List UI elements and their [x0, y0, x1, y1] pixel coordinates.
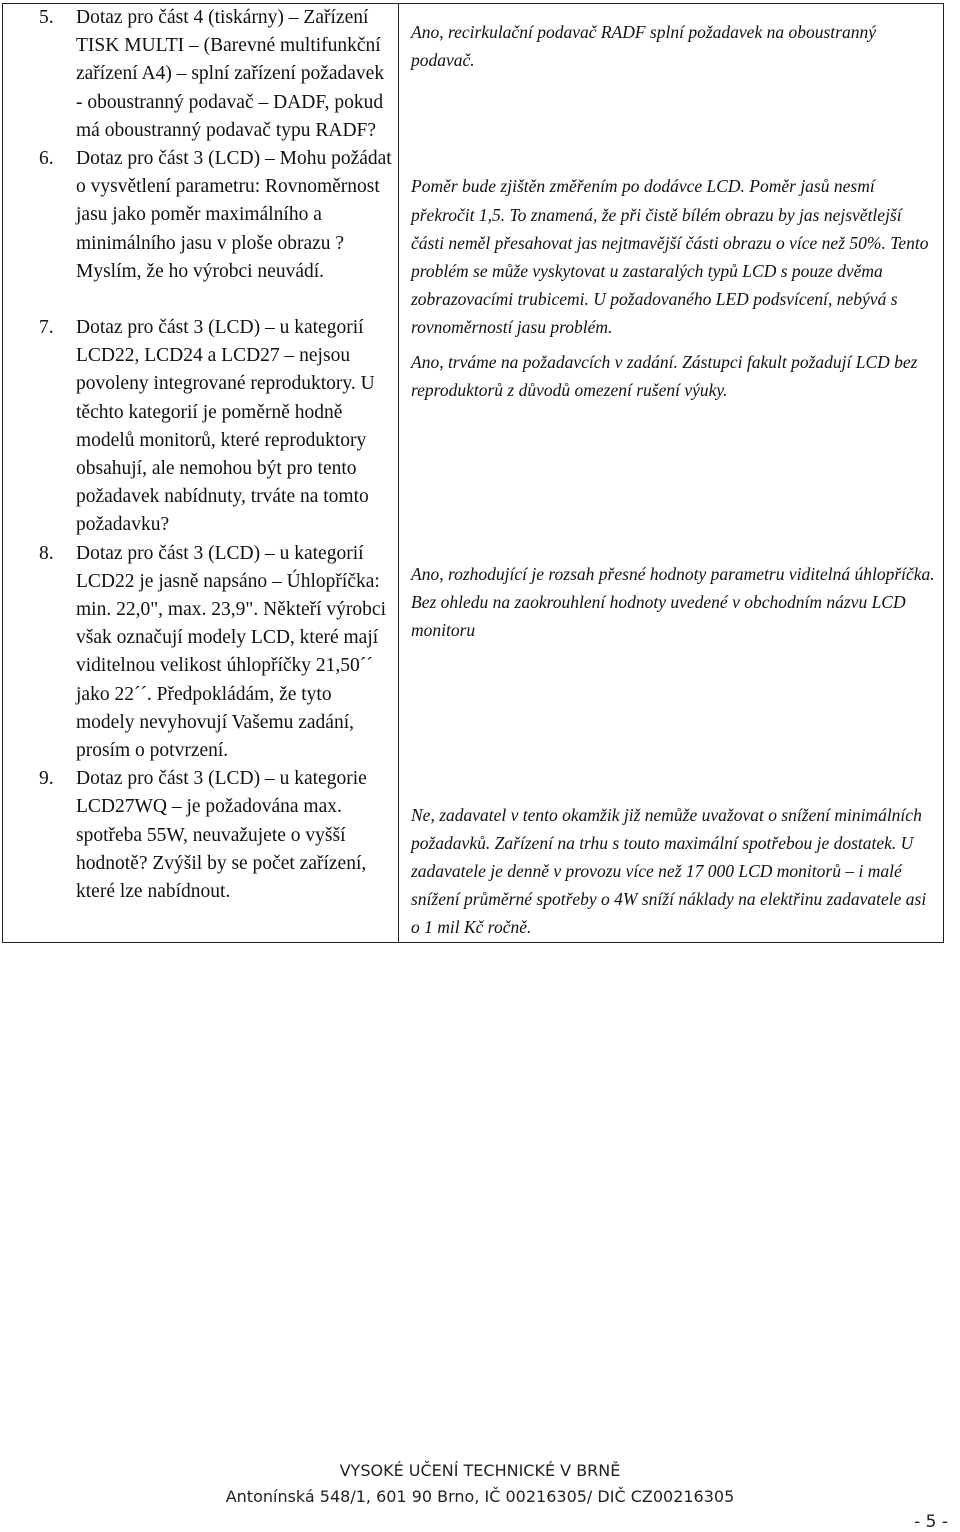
answer-5: Ano, recirkulační podavač RADF splní požadavek na oboustranný podavač.	[411, 22, 876, 71]
question-number: 9.	[39, 768, 54, 790]
question-6	[3, 145, 398, 286]
question-text: Dotaz pro část 3 (LCD) – u kategorií LCD22, LCD24 a LCD27 – nejsou povoleny integrované reproduktory. U těchto kategorií je poměrně hodně modelů monitorů, které reproduktory obsahují, ale nemohou být pro tento požadavek nabídnuty, trváte na tomto požadavku?	[76, 317, 375, 536]
answer-6: Poměr bude zjištěn změřením po dodávce LCD. Poměr jasů nesmí překročit 1,5. To znamená, že při čistě bílém obrazu by jas nejsvětlejší části neměl přesahovat jas nejtmavější části obrazu o více než 50%. Tento problém se může vyskytovat u zastaralých typů LCD s pouze dvěma zobrazovacími trubicemi. U požadovaného LED podsvícení, nebývá s rovnoměrností jasu problém.	[411, 176, 929, 338]
question-number: 8.	[39, 542, 54, 564]
question-text: Dotaz pro část 3 (LCD) – u kategorií LCD22 je jasně napsáno – Úhlopříčka: min. 22,0", max. 23,9". Někteří výrobci však označují modely LCD, které mají viditelnou velikost úhlopříčky 21,50´´ jako 22´´. Předpokládám, že tyto modely nevyhovují Vašemu zadání, prosím o potvrzení.	[76, 542, 386, 762]
answer-9: Ne, zadavatel v tento okamžik již nemůže uvažovat o snížení minimálních požadavků. Zařízení na trhu s touto maximální spotřebou je dostatek. U zadavatele je denně v provozu více než 17 000 LCD monitorů – i malé snížení průměrné spotřeby o 4W sníží náklady na elektřinu zadavatele asi o 1 mil Kč ročně.	[411, 804, 927, 938]
question-5	[3, 4, 398, 145]
question-7	[3, 314, 398, 540]
question-number: 6.	[39, 148, 54, 170]
footer-institution: VYSOKÉ UČENÍ TECHNICKÉ V BRNĚ	[339, 1461, 621, 1480]
page-number: - 5 -	[914, 1512, 948, 1532]
table-row	[3, 4, 944, 943]
qa-table	[2, 3, 944, 943]
question-text: Dotaz pro část 3 (LCD) – u kategorie LCD27WQ – je požadována max. spotřeba 55W, neuvažujete o vyšší hodnotě? Zvýšil by se počet zařízení, které lze nabídnout.	[76, 768, 367, 903]
question-text: Dotaz pro část 3 (LCD) – Mohu požádat o vysvětlení parametru: Rovnoměrnost jasu jako poměr maximálního a minimálního jasu v ploše obrazu ? Myslím, že ho výrobci neuvádí.	[76, 148, 392, 282]
question-number: 5.	[39, 7, 54, 28]
answer-7: Ano, trváme na požadavcích v zadání. Zástupci fakult požadují LCD bez reproduktorů z důvodů omezení rušení výuky.	[411, 351, 918, 400]
questions-cell	[3, 4, 399, 943]
question-number: 7.	[39, 317, 54, 339]
question-text: Dotaz pro část 4 (tiskárny) – Zařízení TISK MULTI – (Barevné multifunkční zařízení A4) – splní zařízení požadavek - oboustranný podavač – DADF, pokud má oboustranný podavač typu RADF?	[76, 7, 385, 141]
question-9	[3, 765, 398, 906]
footer-address: Antonínská 548/1, 601 90 Brno, IČ 00216305/ DIČ CZ00216305	[225, 1487, 735, 1506]
answer-8: Ano, rozhodující je rozsah přesné hodnoty parametru viditelná úhlopříčka. Bez ohledu na zaokrouhlení hodnoty uvedené v obchodním názvu LCD monitoru	[411, 564, 935, 641]
question-8	[3, 540, 398, 766]
answers-cell	[399, 4, 944, 943]
